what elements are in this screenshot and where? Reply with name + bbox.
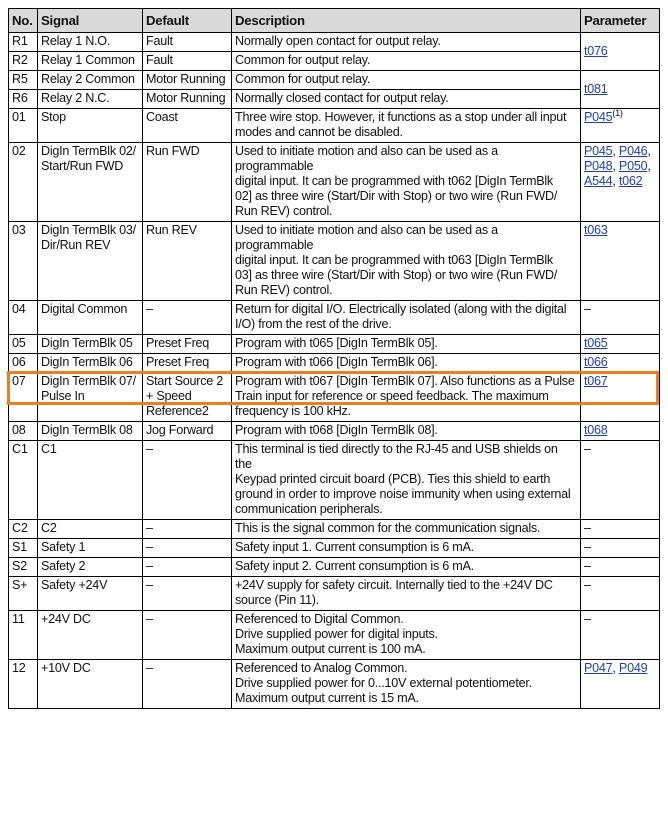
cell-description-line: Maximum output current is 100 mA. — [235, 642, 426, 656]
cell-default — [143, 660, 232, 709]
cell-signal-line: Relay 1 Common — [41, 53, 135, 67]
parameter-none: – — [584, 302, 591, 316]
cell-no: 04 — [9, 301, 38, 335]
parameter-link[interactable]: t065 — [584, 336, 608, 350]
cell-no: 11 — [9, 611, 38, 660]
cell-description-line: Three wire stop. However, it functions as a stop under all input — [235, 110, 567, 124]
cell-default-line: – — [146, 559, 153, 573]
cell-description — [232, 422, 581, 441]
cell-description — [232, 90, 581, 109]
table-row — [9, 422, 660, 441]
cell-description-line: Program with t067 [DigIn TermBlk 07]. Also functions as a Pulse — [235, 374, 575, 388]
cell-default-line: Motor Running — [146, 72, 226, 86]
cell-description-line: modes and cannot be disabled. — [235, 125, 403, 139]
parameter-link[interactable]: t067 — [584, 374, 608, 388]
cell-description-line: Run REV) control. — [235, 204, 333, 218]
header-no: No. — [9, 9, 38, 33]
cell-parameter — [581, 354, 660, 373]
cell-description-line: communication peripherals. — [235, 502, 383, 516]
cell-description — [232, 441, 581, 520]
cell-default-line: – — [146, 578, 153, 592]
cell-signal-line: C1 — [41, 442, 57, 456]
cell-default-line: Motor Running — [146, 91, 226, 105]
cell-no: S2 — [9, 558, 38, 577]
table-row — [9, 71, 660, 90]
cell-description-line: Train input for reference or speed feedback. The maximum — [235, 389, 549, 403]
cell-parameter — [581, 373, 660, 422]
cell-description — [232, 354, 581, 373]
table-row — [9, 577, 660, 611]
cell-description-line: Maximum output current is 15 mA. — [235, 691, 419, 705]
header-description: Description — [232, 9, 581, 33]
cell-description-line: Program with t068 [DigIn TermBlk 08]. — [235, 423, 438, 437]
cell-signal — [38, 611, 143, 660]
cell-description — [232, 143, 581, 222]
table-row — [9, 52, 660, 71]
cell-signal-line: +24V DC — [41, 612, 91, 626]
cell-default-line: Fault — [146, 34, 173, 48]
cell-default — [143, 33, 232, 52]
table-row — [9, 558, 660, 577]
cell-no: 01 — [9, 109, 38, 143]
cell-description-line: Used to initiate motion and also can be used as a programmable — [235, 144, 498, 173]
parameter-link[interactable]: P047 — [584, 661, 613, 675]
cell-description-line: Drive supplied power for 0...10V external potentiometer. — [235, 676, 532, 690]
parameter-link[interactable]: t081 — [584, 81, 608, 96]
table-row — [9, 520, 660, 539]
cell-signal-line: DigIn TermBlk 06 — [41, 355, 133, 369]
cell-default-line: – — [146, 302, 153, 316]
cell-default — [143, 577, 232, 611]
cell-description-line: ground in order to improve noise immunity when using external — [235, 487, 571, 501]
table-row — [9, 90, 660, 109]
parameter-link[interactable]: t062 — [618, 174, 643, 188]
table-row — [9, 222, 660, 301]
cell-parameter — [581, 441, 660, 520]
cell-default — [143, 373, 232, 422]
cell-signal-line: Safety +24V — [41, 578, 108, 592]
cell-description-line: digital input. It can be programmed with t062 [DigIn TermBlk — [235, 174, 553, 188]
cell-description-line: digital input. It can be programmed with t063 [DigIn TermBlk — [235, 253, 553, 267]
cell-parameter — [581, 611, 660, 660]
cell-signal-line: Digital Common — [41, 302, 128, 316]
cell-no: S+ — [9, 577, 38, 611]
cell-parameter — [581, 71, 660, 109]
cell-default-line: Reference2 — [146, 404, 209, 418]
cell-signal-line: Safety 2 — [41, 559, 86, 573]
cell-parameter — [581, 33, 660, 71]
cell-description — [232, 222, 581, 301]
cell-default-line: – — [146, 661, 153, 675]
cell-no: 06 — [9, 354, 38, 373]
cell-description — [232, 660, 581, 709]
cell-description-line: Referenced to Analog Common. — [235, 661, 408, 675]
cell-signal — [38, 558, 143, 577]
cell-no: 03 — [9, 222, 38, 301]
cell-parameter: P045, P046, P048, P050, A544, t062 — [581, 143, 660, 222]
cell-signal — [38, 373, 143, 422]
footnote-marker: (1) — [612, 107, 623, 118]
cell-description — [232, 611, 581, 660]
cell-description-line: Used to initiate motion and also can be used as a programmable — [235, 223, 498, 252]
cell-default-line: Start Source 2 — [146, 374, 224, 388]
cell-description-line: +24V supply for safety circuit. Internally tied to the +24V DC — [235, 578, 553, 592]
parameter-none: – — [584, 612, 591, 626]
parameter-link[interactable]: t076 — [584, 43, 608, 58]
parameter-link[interactable]: A544 — [584, 174, 613, 188]
parameter-none: – — [584, 521, 591, 535]
cell-default — [143, 539, 232, 558]
cell-signal — [38, 143, 143, 222]
cell-parameter — [581, 422, 660, 441]
cell-no: 05 — [9, 335, 38, 354]
cell-signal — [38, 539, 143, 558]
parameter-link[interactable]: P048 — [584, 159, 613, 173]
cell-parameter — [581, 335, 660, 354]
cell-default — [143, 301, 232, 335]
cell-default — [143, 71, 232, 90]
cell-signal — [38, 335, 143, 354]
cell-signal-line: DigIn TermBlk 07/ — [41, 374, 136, 388]
cell-default — [143, 222, 232, 301]
table-row — [9, 109, 660, 143]
cell-signal-line: Pulse In — [41, 389, 85, 403]
cell-signal-line: Dir/Run REV — [41, 238, 111, 252]
header-row — [9, 9, 660, 33]
cell-signal — [38, 90, 143, 109]
cell-default — [143, 422, 232, 441]
table-row — [9, 660, 660, 709]
cell-no: C2 — [9, 520, 38, 539]
cell-description-line: Safety input 2. Current consumption is 6 mA. — [235, 559, 474, 573]
cell-signal-line: Safety 1 — [41, 540, 86, 554]
cell-default — [143, 109, 232, 143]
cell-default-line: Preset Freq — [146, 336, 210, 350]
table-row — [9, 301, 660, 335]
cell-default-line: Run REV — [146, 223, 197, 237]
cell-parameter — [581, 109, 660, 143]
cell-parameter — [581, 520, 660, 539]
cell-default-line: – — [146, 521, 153, 535]
cell-description-line: I/O) from the rest of the drive. — [235, 317, 392, 331]
cell-no: R1 — [9, 33, 38, 52]
cell-no: R2 — [9, 52, 38, 71]
cell-signal-line: DigIn TermBlk 05 — [41, 336, 133, 350]
cell-default — [143, 143, 232, 222]
table-row — [9, 354, 660, 373]
cell-default-line: Preset Freq — [146, 355, 210, 369]
cell-signal-line: Relay 2 Common — [41, 72, 135, 86]
parameter-link[interactable]: P050 — [618, 159, 648, 173]
cell-default — [143, 90, 232, 109]
cell-description — [232, 577, 581, 611]
cell-description — [232, 33, 581, 52]
cell-default-line: Jog Forward — [146, 423, 214, 437]
cell-description-line: Run REV) control. — [235, 283, 333, 297]
cell-description-line: Common for output relay. — [235, 72, 371, 86]
cell-signal — [38, 52, 143, 71]
parameter-link[interactable]: P045 — [584, 110, 613, 124]
cell-default-line: Run FWD — [146, 144, 200, 158]
cell-no: 12 — [9, 660, 38, 709]
cell-signal — [38, 354, 143, 373]
header-default: Default — [143, 9, 232, 33]
cell-description-line: Return for digital I/O. Electrically isolated (along with the digital — [235, 302, 567, 316]
table-row — [9, 611, 660, 660]
table-row — [9, 143, 660, 222]
cell-description — [232, 373, 581, 422]
cell-description-line: Program with t066 [DigIn TermBlk 06]. — [235, 355, 438, 369]
cell-no: 07 — [9, 373, 38, 422]
terminal-signal-table — [8, 8, 660, 709]
cell-signal-line: Relay 1 N.O. — [41, 34, 111, 48]
cell-signal — [38, 222, 143, 301]
table-row — [9, 33, 660, 52]
header-parameter: Parameter — [581, 9, 660, 33]
cell-signal — [38, 71, 143, 90]
cell-description — [232, 539, 581, 558]
cell-description-line: This terminal is tied directly to the RJ-45 and USB shields on the — [235, 442, 558, 471]
cell-description-line: Normally closed contact for output relay. — [235, 91, 449, 105]
cell-description-line: Keypad printed circuit board (PCB). Ties this shield to earth — [235, 472, 551, 486]
cell-default-line: Fault — [146, 53, 173, 67]
cell-no: C1 — [9, 441, 38, 520]
parameter-none: – — [584, 442, 591, 456]
table-row — [9, 539, 660, 558]
header-signal: Signal — [38, 9, 143, 33]
cell-parameter — [581, 577, 660, 611]
cell-default-line: – — [146, 540, 153, 554]
cell-signal-line: C2 — [41, 521, 57, 535]
table-row-highlighted — [9, 335, 660, 354]
cell-no: R5 — [9, 71, 38, 90]
cell-default — [143, 441, 232, 520]
cell-parameter: P047, P049 — [581, 660, 660, 709]
cell-description-line: frequency is 100 kHz. — [235, 404, 351, 418]
cell-signal — [38, 577, 143, 611]
cell-default — [143, 52, 232, 71]
cell-no: S1 — [9, 539, 38, 558]
cell-description — [232, 71, 581, 90]
cell-default — [143, 558, 232, 577]
parameter-none: – — [584, 540, 591, 554]
cell-description-line: Program with t065 [DigIn TermBlk 05]. — [235, 336, 438, 350]
cell-description-line: Drive supplied power for digital inputs. — [235, 627, 438, 641]
cell-signal-line: +10V DC — [41, 661, 91, 675]
cell-signal-line: DigIn TermBlk 03/ — [41, 223, 136, 237]
cell-signal — [38, 441, 143, 520]
cell-description-line: Common for output relay. — [235, 53, 371, 67]
cell-description — [232, 109, 581, 143]
parameter-none: – — [584, 559, 591, 573]
parameter-link[interactable]: P046 — [618, 144, 648, 158]
cell-signal-line: DigIn TermBlk 02/ — [41, 144, 136, 158]
parameter-link[interactable]: t066 — [584, 355, 608, 369]
cell-parameter — [581, 301, 660, 335]
cell-description-line: 03] as three wire (Start/Dir with Stop) or two wire (Run FWD/ — [235, 268, 558, 282]
cell-description — [232, 520, 581, 539]
cell-signal — [38, 520, 143, 539]
cell-signal — [38, 301, 143, 335]
cell-signal — [38, 33, 143, 52]
cell-parameter — [581, 539, 660, 558]
cell-description-line: 02] as three wire (Start/Dir with Stop) or two wire (Run FWD/ — [235, 189, 558, 203]
cell-signal — [38, 660, 143, 709]
parameter-link[interactable]: P045 — [584, 144, 613, 158]
table-row — [9, 373, 660, 422]
cell-default — [143, 520, 232, 539]
cell-no: R6 — [9, 90, 38, 109]
cell-description-line: Referenced to Digital Common. — [235, 612, 404, 626]
cell-no: 08 — [9, 422, 38, 441]
cell-default-line: Coast — [146, 110, 178, 124]
table-header — [9, 9, 660, 33]
parameter-link[interactable]: t063 — [584, 223, 608, 237]
cell-signal-line: DigIn TermBlk 08 — [41, 423, 133, 437]
table-body — [9, 33, 660, 709]
cell-description-line: This is the signal common for the communication signals. — [235, 521, 541, 535]
cell-parameter — [581, 558, 660, 577]
cell-signal — [38, 109, 143, 143]
cell-default — [143, 611, 232, 660]
cell-default-line: – — [146, 612, 153, 626]
cell-description — [232, 558, 581, 577]
cell-description — [232, 335, 581, 354]
cell-default-line: + Speed — [146, 389, 192, 403]
parameter-none: – — [584, 578, 591, 592]
cell-description-line: Normally open contact for output relay. — [235, 34, 441, 48]
table-row — [9, 441, 660, 520]
cell-default — [143, 335, 232, 354]
cell-description — [232, 52, 581, 71]
cell-description-line: Safety input 1. Current consumption is 6 mA. — [235, 540, 474, 554]
cell-description-line: source (Pin 11). — [235, 593, 319, 607]
cell-description — [232, 301, 581, 335]
parameter-link[interactable]: P049 — [618, 661, 648, 675]
parameter-link[interactable]: t068 — [584, 423, 608, 437]
cell-signal-line: Relay 2 N.C. — [41, 91, 110, 105]
cell-signal — [38, 422, 143, 441]
cell-signal-line: Stop — [41, 110, 66, 124]
cell-no: 02 — [9, 143, 38, 222]
cell-parameter — [581, 222, 660, 301]
cell-default-line: – — [146, 442, 153, 456]
cell-default — [143, 354, 232, 373]
cell-signal-line: Start/Run FWD — [41, 159, 124, 173]
